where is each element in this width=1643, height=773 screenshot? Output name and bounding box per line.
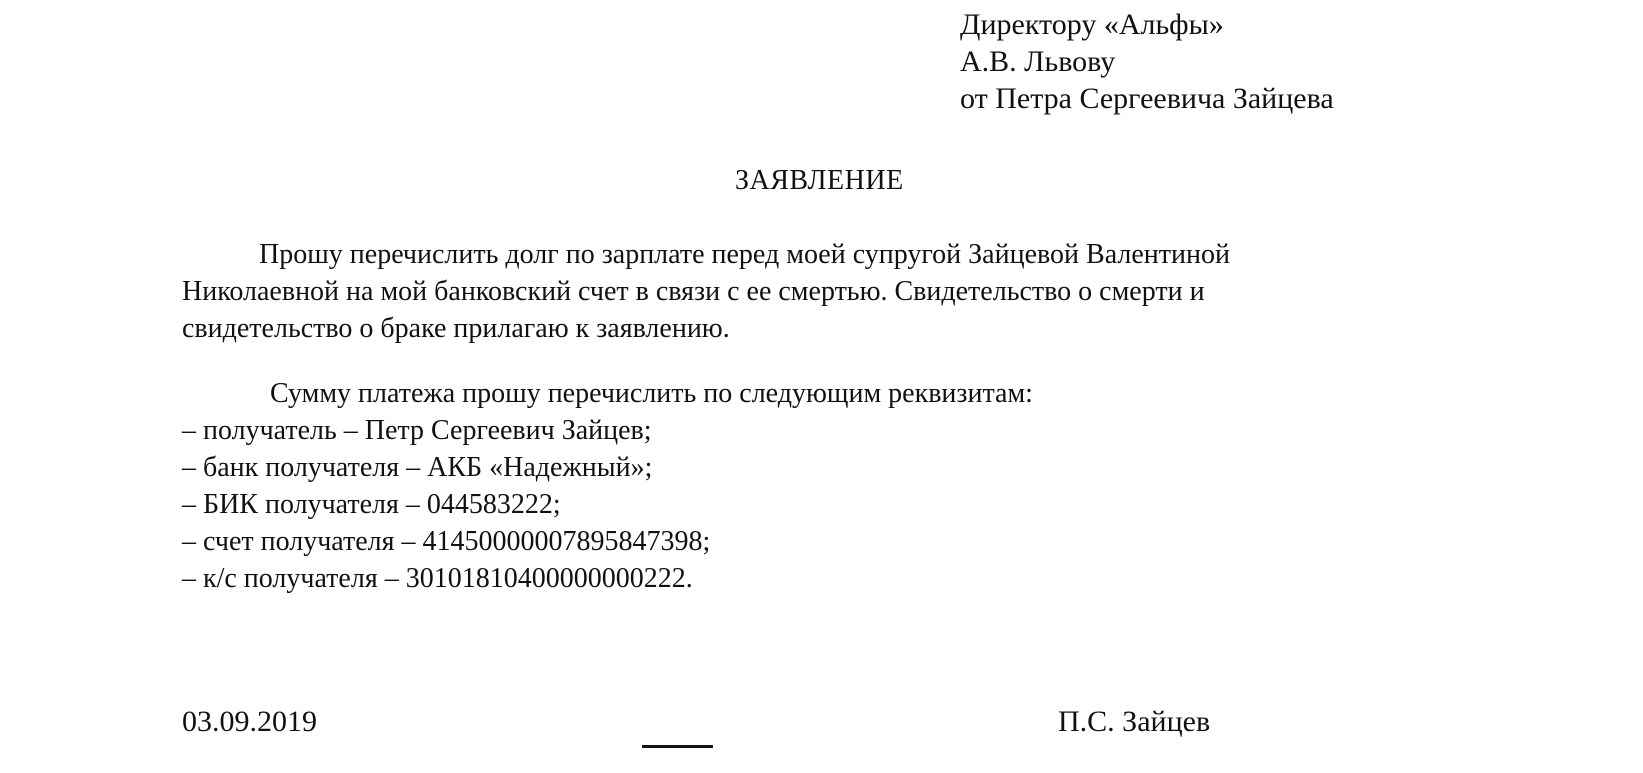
signature-name: П.С. Зайцев bbox=[1058, 705, 1211, 738]
request-line-1: Прошу перечислить долг по зарплате перед моей супругой Зайцевой Валентиной bbox=[259, 239, 1230, 270]
payment-details bbox=[182, 375, 1033, 597]
payment-recipient: – получатель – Петр Сергеевич Зайцев; bbox=[182, 415, 652, 446]
addressee-block bbox=[960, 6, 1334, 117]
document-title: ЗАЯВЛЕНИЕ bbox=[735, 165, 904, 196]
payment-lead: Сумму платежа прошу перечислить по следующим реквизитам: bbox=[270, 378, 1033, 409]
request-paragraph bbox=[182, 236, 1322, 347]
request-line-3: свидетельство о браке прилагаю к заявлению. bbox=[182, 313, 730, 344]
payment-bik: – БИК получателя – 044583222; bbox=[182, 489, 561, 520]
payment-correspondent-account: – к/с получателя – 30101810400000000222. bbox=[182, 563, 693, 594]
payment-account: – счет получателя – 41450000007895847398; bbox=[182, 526, 711, 557]
signature-line bbox=[642, 745, 713, 748]
document-date: 03.09.2019 bbox=[182, 705, 317, 738]
request-line-2: Николаевной на мой банковский счет в связи с ее смертью. Свидетельство о смерти и bbox=[182, 276, 1205, 307]
addressee-name: А.В. Львову bbox=[960, 45, 1116, 78]
addressee-director: Директору «Альфы» bbox=[960, 8, 1224, 41]
applicant-from: от Петра Сергеевича Зайцева bbox=[960, 82, 1334, 115]
payment-bank: – банк получателя – АКБ «Надежный»; bbox=[182, 452, 653, 483]
